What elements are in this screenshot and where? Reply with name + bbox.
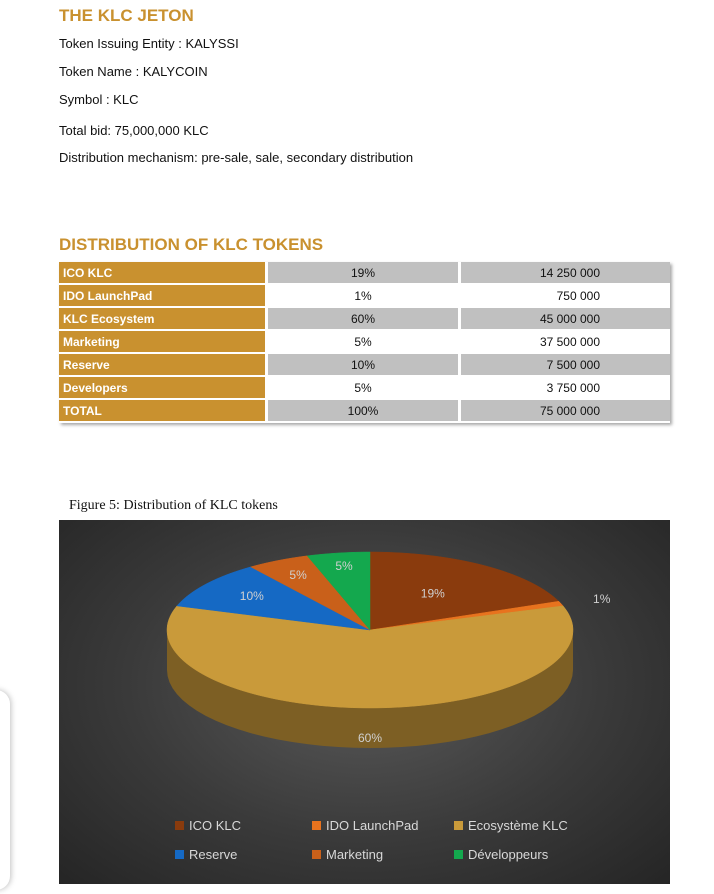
row-percent: 60%	[268, 308, 461, 331]
row-percent: 5%	[268, 331, 461, 354]
legend-item	[312, 847, 383, 862]
row-label: ICO KLC	[59, 262, 268, 285]
table-row	[59, 308, 670, 331]
row-percent: 5%	[268, 377, 461, 400]
legend-item	[454, 847, 548, 862]
chart-legend	[59, 818, 670, 878]
figure-caption: Figure 5: Distribution of KLC tokens	[69, 498, 278, 513]
pie-tops	[167, 552, 573, 708]
info-issuing-entity: Token Issuing Entity : KALYSSI	[59, 36, 239, 51]
row-percent: 100%	[268, 400, 461, 423]
row-amount: 7 500 000	[461, 354, 670, 377]
row-amount: 75 000 000	[461, 400, 670, 423]
row-label: IDO LaunchPad	[59, 285, 268, 308]
row-label: Developers	[59, 377, 268, 400]
pie-data-label: 5%	[289, 567, 307, 582]
pie-chart-svg	[59, 520, 670, 818]
legend-item	[175, 818, 241, 833]
legend-label: ICO KLC	[189, 818, 242, 833]
pie-data-label: 1%	[593, 592, 611, 607]
legend-swatch	[312, 850, 321, 859]
legend-label: Développeurs	[468, 847, 549, 862]
pie-chart	[59, 520, 670, 884]
table-row	[59, 377, 670, 400]
legend-swatch	[175, 850, 184, 859]
info-symbol: Symbol : KLC	[59, 92, 139, 107]
legend-item	[312, 818, 419, 833]
legend-label: Ecosystème KLC	[468, 818, 568, 833]
row-percent: 10%	[268, 354, 461, 377]
row-amount: 3 750 000	[461, 377, 670, 400]
row-amount: 45 000 000	[461, 308, 670, 331]
row-label: Reserve	[59, 354, 268, 377]
table-row	[59, 331, 670, 354]
row-amount: 750 000	[461, 285, 670, 308]
table-row	[59, 354, 670, 377]
row-amount: 14 250 000	[461, 262, 670, 285]
distribution-title: DISTRIBUTION OF KLC TOKENS	[59, 235, 324, 254]
legend-label: Marketing	[326, 847, 384, 862]
table-row	[59, 262, 670, 285]
pie-data-label: 19%	[420, 586, 445, 601]
legend-swatch	[312, 821, 321, 830]
jeton-title: THE KLC JETON	[59, 6, 194, 25]
legend-label: IDO LaunchPad	[326, 818, 419, 833]
pie-data-label: 60%	[357, 731, 383, 746]
pie-data-label: 5%	[335, 558, 353, 573]
info-distribution-mechanism: Distribution mechanism: pre-sale, sale, secondary distribution	[59, 150, 414, 165]
row-label: KLC Ecosystem	[59, 308, 268, 331]
legend-item	[454, 818, 568, 833]
info-token-name: Token Name : KALYCOIN	[59, 64, 208, 79]
distribution-table	[59, 262, 670, 423]
legend-swatch	[454, 821, 463, 830]
pie-data-label: 10%	[239, 589, 264, 604]
table-row	[59, 285, 670, 308]
row-amount: 37 500 000	[461, 331, 670, 354]
row-percent: 19%	[268, 262, 461, 285]
legend-label: Reserve	[189, 847, 238, 862]
row-label: Marketing	[59, 331, 268, 354]
legend-swatch	[175, 821, 184, 830]
side-panel-edge	[0, 690, 10, 890]
row-label: TOTAL	[59, 400, 268, 423]
legend-item	[175, 847, 237, 862]
row-percent: 1%	[268, 285, 461, 308]
legend-swatch	[454, 850, 463, 859]
info-total-bid: Total bid: 75,000,000 KLC	[59, 123, 209, 138]
table-row	[59, 400, 670, 423]
